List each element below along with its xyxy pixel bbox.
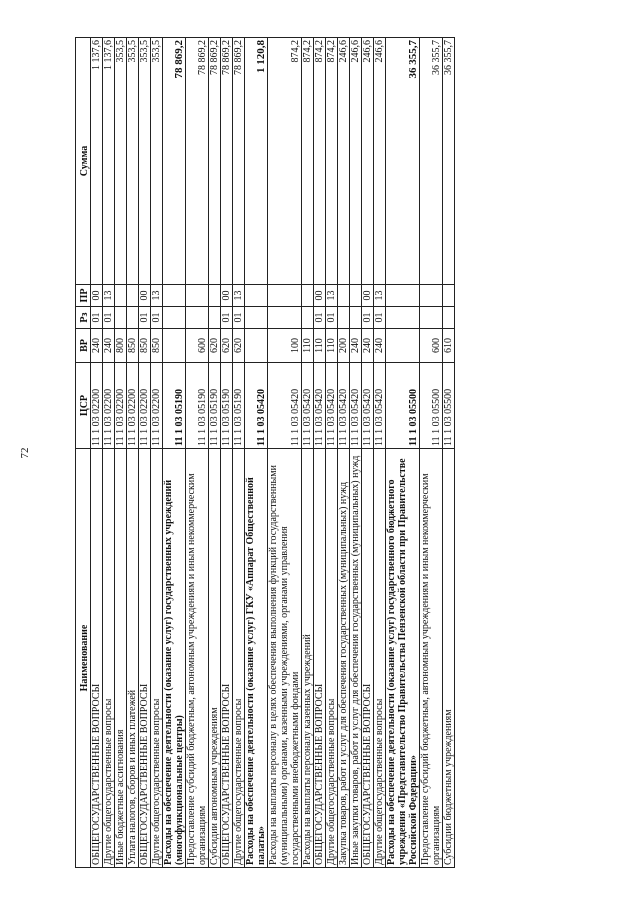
cell-csr: 11 1 03 05190 (233, 363, 245, 449)
cell-vr: 620 (221, 329, 233, 363)
cell-csr: 11 1 03 02200 (151, 363, 163, 449)
cell-csr: 11 1 03 05420 (338, 363, 350, 449)
table-row (221, 38, 233, 868)
budget-table (75, 37, 455, 868)
cell-csr: 11 1 03 05190 (186, 363, 209, 449)
cell-vr (386, 329, 420, 363)
cell-vr: 850 (139, 329, 151, 363)
cell-name: Другие общегосударственные вопросы (233, 449, 245, 868)
cell-csr: 11 1 03 05500 (420, 363, 443, 449)
rotated-table-container (75, 38, 585, 868)
cell-csr: 11 1 03 05500 (386, 363, 420, 449)
table-row (139, 38, 151, 868)
header-csr: ЦСР (76, 363, 91, 449)
cell-vr: 110 (314, 329, 326, 363)
cell-pr (209, 285, 221, 307)
cell-rz (443, 307, 455, 329)
cell-name: Иные закупки товаров, работ и услуг для обеспечения государственных (муниципальных) нужд (350, 449, 362, 868)
cell-sum: 874,2 (314, 38, 326, 285)
cell-pr: 13 (326, 285, 338, 307)
table-row (151, 38, 163, 868)
cell-vr (163, 329, 186, 363)
cell-sum: 353,5 (151, 38, 163, 285)
cell-name: Другие общегосударственные вопросы (374, 449, 386, 868)
cell-pr: 00 (139, 285, 151, 307)
cell-name: Другие общегосударственные вопросы (326, 449, 338, 868)
table-row (386, 38, 420, 868)
table-row (420, 38, 443, 868)
cell-pr (302, 285, 314, 307)
cell-rz: 01 (362, 307, 374, 329)
header-sum: Сумма (76, 38, 91, 285)
cell-sum: 874,2 (268, 38, 302, 285)
cell-sum: 36 355,7 (420, 38, 443, 285)
cell-sum: 78 869,2 (233, 38, 245, 285)
table-row (186, 38, 209, 868)
cell-sum: 36 355,7 (443, 38, 455, 285)
cell-rz (350, 307, 362, 329)
table-row (302, 38, 314, 868)
cell-csr: 11 1 03 05190 (209, 363, 221, 449)
cell-pr (443, 285, 455, 307)
cell-rz: 01 (91, 307, 103, 329)
cell-vr: 110 (302, 329, 314, 363)
cell-sum: 246,6 (350, 38, 362, 285)
table-row (103, 38, 115, 868)
cell-csr: 11 1 03 02200 (127, 363, 139, 449)
cell-rz (163, 307, 186, 329)
cell-csr: 11 1 03 02200 (139, 363, 151, 449)
cell-pr: 00 (314, 285, 326, 307)
cell-name: Предоставление субсидий бюджетным, автономным учреждениям и иным некоммерческим организациям (420, 449, 443, 868)
cell-vr: 200 (338, 329, 350, 363)
cell-name: Предоставление субсидий бюджетным, автономным учреждениям и иным некоммерческим организациям (186, 449, 209, 868)
cell-csr: 11 1 03 02200 (115, 363, 127, 449)
cell-vr: 240 (350, 329, 362, 363)
cell-pr (127, 285, 139, 307)
cell-vr: 240 (103, 329, 115, 363)
cell-csr: 11 1 03 05420 (350, 363, 362, 449)
cell-vr: 240 (91, 329, 103, 363)
cell-name: Закупка товаров, работ и услуг для обеспечения государственных (муниципальных) нужд (338, 449, 350, 868)
cell-sum: 353,5 (127, 38, 139, 285)
cell-pr (115, 285, 127, 307)
cell-rz: 01 (151, 307, 163, 329)
cell-vr: 620 (233, 329, 245, 363)
cell-rz (268, 307, 302, 329)
table-row (314, 38, 326, 868)
cell-name: ОБЩЕГОСУДАРСТВЕННЫЕ ВОПРОСЫ (314, 449, 326, 868)
cell-name: Другие общегосударственные вопросы (103, 449, 115, 868)
cell-sum: 1 137,6 (103, 38, 115, 285)
cell-name: Расходы на обеспечение деятельности (оказание услуг) государственных учреждений (многофункциональные центры) (163, 449, 186, 868)
cell-csr: 11 1 03 05500 (443, 363, 455, 449)
cell-pr (245, 285, 268, 307)
table-row (163, 38, 186, 868)
cell-pr: 13 (233, 285, 245, 307)
table-row (115, 38, 127, 868)
cell-vr: 620 (209, 329, 221, 363)
cell-pr: 13 (103, 285, 115, 307)
cell-vr: 850 (127, 329, 139, 363)
cell-sum: 246,6 (338, 38, 350, 285)
table-row (233, 38, 245, 868)
cell-rz (420, 307, 443, 329)
table-row (209, 38, 221, 868)
table-row (91, 38, 103, 868)
header-vr: ВР (76, 329, 91, 363)
cell-vr: 110 (326, 329, 338, 363)
cell-rz: 01 (314, 307, 326, 329)
cell-csr: 11 1 03 02200 (91, 363, 103, 449)
cell-rz (127, 307, 139, 329)
header-name: Наименование (76, 449, 91, 868)
cell-vr: 800 (115, 329, 127, 363)
cell-vr: 240 (362, 329, 374, 363)
cell-pr (268, 285, 302, 307)
cell-name: ОБЩЕГОСУДАРСТВЕННЫЕ ВОПРОСЫ (91, 449, 103, 868)
cell-name: Расходы на обеспечение деятельности (оказание услуг) государственного бюджетного учреждения «Представительство Правительства Пензенской области при Правительстве Российской Федерации» (386, 449, 420, 868)
cell-rz (209, 307, 221, 329)
table-header-row (76, 38, 91, 868)
cell-name: ОБЩЕГОСУДАРСТВЕННЫЕ ВОПРОСЫ (221, 449, 233, 868)
cell-pr (420, 285, 443, 307)
cell-vr: 600 (186, 329, 209, 363)
cell-name: Субсидии автономным учреждениям (209, 449, 221, 868)
cell-csr: 11 1 03 05190 (163, 363, 186, 449)
table-body (91, 38, 455, 868)
cell-sum: 353,5 (139, 38, 151, 285)
cell-pr: 00 (362, 285, 374, 307)
cell-pr: 00 (91, 285, 103, 307)
cell-rz: 01 (221, 307, 233, 329)
table-row (350, 38, 362, 868)
cell-rz (115, 307, 127, 329)
header-rz: Рз (76, 307, 91, 329)
cell-pr: 00 (221, 285, 233, 307)
page-number: 72 (19, 447, 31, 459)
cell-sum: 78 869,2 (186, 38, 209, 285)
cell-vr: 240 (374, 329, 386, 363)
table-row (326, 38, 338, 868)
cell-sum: 353,5 (115, 38, 127, 285)
cell-name: Расходы на выплаты персоналу в целях обеспечения выполнения функций государственными (муниципальными) органами, казенными учреждениями, органами управления государственными внебюджетными фондами (268, 449, 302, 868)
cell-rz: 01 (103, 307, 115, 329)
cell-sum: 1 120,8 (245, 38, 268, 285)
cell-sum: 246,6 (374, 38, 386, 285)
cell-pr: 13 (151, 285, 163, 307)
cell-csr: 11 1 03 05420 (374, 363, 386, 449)
cell-vr: 600 (420, 329, 443, 363)
cell-rz (386, 307, 420, 329)
cell-name: Расходы на выплаты персоналу казенных учреждений (302, 449, 314, 868)
cell-rz (186, 307, 209, 329)
cell-sum: 78 869,2 (163, 38, 186, 285)
cell-csr: 11 1 03 05420 (314, 363, 326, 449)
cell-sum: 78 869,2 (221, 38, 233, 285)
cell-vr: 610 (443, 329, 455, 363)
table-row (338, 38, 350, 868)
table-row (362, 38, 374, 868)
cell-name: Расходы на обеспечение деятельности (оказание услуг) ГКУ «Аппарат Общественной палаты» (245, 449, 268, 868)
header-pr: ПР (76, 285, 91, 307)
cell-rz (302, 307, 314, 329)
cell-sum: 874,2 (326, 38, 338, 285)
cell-vr: 850 (151, 329, 163, 363)
cell-name: Другие общегосударственные вопросы (151, 449, 163, 868)
table-row (245, 38, 268, 868)
cell-csr: 11 1 03 05420 (302, 363, 314, 449)
cell-sum: 36 355,7 (386, 38, 420, 285)
cell-sum: 246,6 (362, 38, 374, 285)
cell-pr: 13 (374, 285, 386, 307)
cell-rz (245, 307, 268, 329)
cell-pr (350, 285, 362, 307)
cell-rz: 01 (139, 307, 151, 329)
cell-pr (386, 285, 420, 307)
cell-sum: 874,2 (302, 38, 314, 285)
cell-csr: 11 1 03 02200 (103, 363, 115, 449)
cell-name: ОБЩЕГОСУДАРСТВЕННЫЕ ВОПРОСЫ (139, 449, 151, 868)
cell-pr (186, 285, 209, 307)
cell-rz (338, 307, 350, 329)
cell-pr (163, 285, 186, 307)
cell-sum: 1 137,6 (91, 38, 103, 285)
cell-vr: 100 (268, 329, 302, 363)
cell-csr: 11 1 03 05420 (245, 363, 268, 449)
table-row (443, 38, 455, 868)
cell-csr: 11 1 03 05190 (221, 363, 233, 449)
cell-rz: 01 (374, 307, 386, 329)
cell-sum: 78 869,2 (209, 38, 221, 285)
cell-name: Иные бюджетные ассигнования (115, 449, 127, 868)
cell-csr: 11 1 03 05420 (268, 363, 302, 449)
cell-name: Уплата налогов, сборов и иных платежей (127, 449, 139, 868)
cell-vr (245, 329, 268, 363)
table-row (374, 38, 386, 868)
table-row (127, 38, 139, 868)
cell-name: ОБЩЕГОСУДАРСТВЕННЫЕ ВОПРОСЫ (362, 449, 374, 868)
cell-csr: 11 1 03 05420 (326, 363, 338, 449)
cell-rz: 01 (326, 307, 338, 329)
table-row (268, 38, 302, 868)
cell-csr: 11 1 03 05420 (362, 363, 374, 449)
cell-pr (338, 285, 350, 307)
cell-name: Субсидии бюджетным учреждениям (443, 449, 455, 868)
cell-rz: 01 (233, 307, 245, 329)
